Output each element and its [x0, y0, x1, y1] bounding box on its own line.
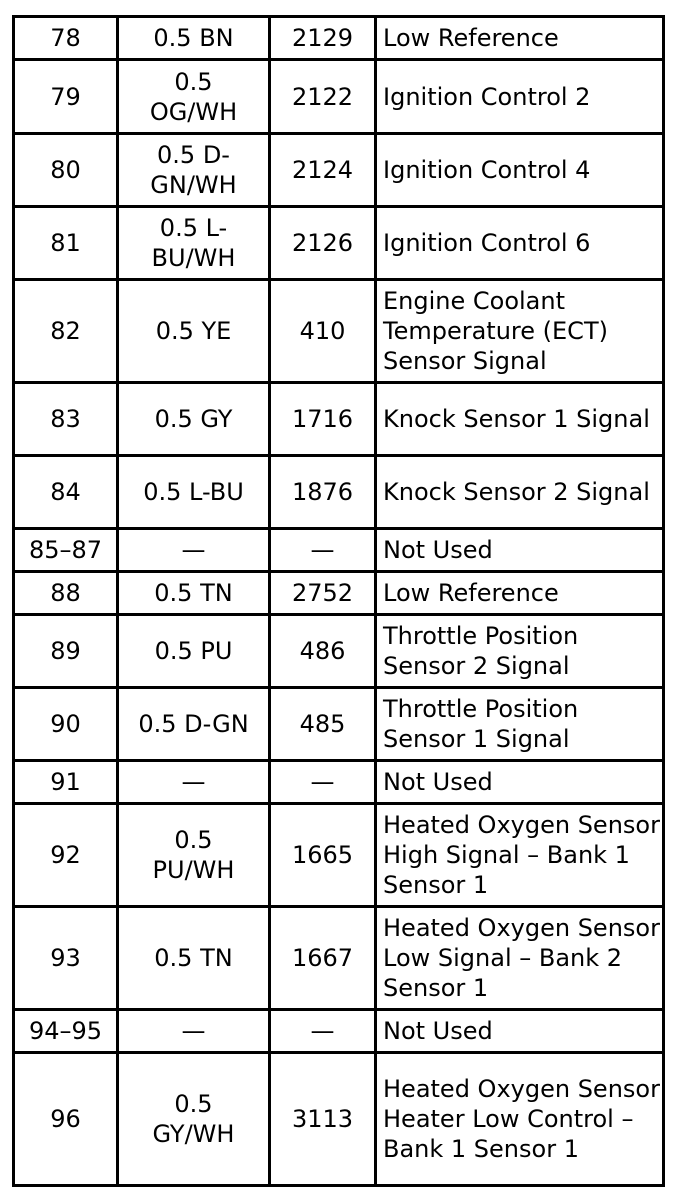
wire-cell: 0.5 TN	[118, 907, 270, 1010]
pin-cell: 93	[14, 907, 118, 1010]
pin-cell: 94–95	[14, 1010, 118, 1053]
function-cell: Not Used	[376, 761, 664, 804]
function-cell: Low Reference	[376, 17, 664, 60]
wire-cell: —	[118, 529, 270, 572]
function-cell: Not Used	[376, 529, 664, 572]
table-row	[14, 134, 664, 207]
wire-cell: 0.5 OG/WH	[118, 60, 270, 134]
circuit-cell: —	[270, 529, 376, 572]
function-cell: Ignition Control 2	[376, 60, 664, 134]
wire-cell: 0.5 GY/WH	[118, 1053, 270, 1186]
wire-cell: 0.5 D-GN/WH	[118, 134, 270, 207]
circuit-cell: 486	[270, 615, 376, 688]
wire-cell: 0.5 D-GN	[118, 688, 270, 761]
table-row	[14, 907, 664, 1010]
circuit-cell: 2126	[270, 207, 376, 280]
pin-cell: 81	[14, 207, 118, 280]
pin-cell: 92	[14, 804, 118, 907]
table-row	[14, 17, 664, 60]
wire-cell: 0.5 L-BU	[118, 456, 270, 529]
circuit-cell: 485	[270, 688, 376, 761]
table-row	[14, 761, 664, 804]
pin-cell: 89	[14, 615, 118, 688]
table-row	[14, 1010, 664, 1053]
pin-cell: 90	[14, 688, 118, 761]
table-row	[14, 383, 664, 456]
table-row	[14, 280, 664, 383]
circuit-cell: 2129	[270, 17, 376, 60]
connector-pinout-table	[12, 15, 665, 1187]
pin-cell: 85–87	[14, 529, 118, 572]
function-cell: Heated Oxygen Sensor Heater Low Control – Bank 1 Sensor 1	[376, 1053, 664, 1186]
table-row	[14, 572, 664, 615]
function-cell: Low Reference	[376, 572, 664, 615]
wire-cell: 0.5 YE	[118, 280, 270, 383]
circuit-cell: 3113	[270, 1053, 376, 1186]
pin-cell: 91	[14, 761, 118, 804]
circuit-cell: 2752	[270, 572, 376, 615]
table-row	[14, 529, 664, 572]
wire-cell: —	[118, 1010, 270, 1053]
function-cell: Knock Sensor 1 Signal	[376, 383, 664, 456]
function-cell: Knock Sensor 2 Signal	[376, 456, 664, 529]
table-row	[14, 60, 664, 134]
table-row	[14, 688, 664, 761]
function-cell: Ignition Control 4	[376, 134, 664, 207]
function-cell: Heated Oxygen Sensor Low Signal – Bank 2 Sensor 1	[376, 907, 664, 1010]
function-cell: Engine Coolant Temperature (ECT) Sensor Signal	[376, 280, 664, 383]
circuit-cell: 1716	[270, 383, 376, 456]
circuit-cell: 2124	[270, 134, 376, 207]
pin-cell: 80	[14, 134, 118, 207]
function-cell: Throttle Position Sensor 2 Signal	[376, 615, 664, 688]
wire-cell: 0.5 BN	[118, 17, 270, 60]
function-cell: Not Used	[376, 1010, 664, 1053]
function-cell: Heated Oxygen Sensor High Signal – Bank 1 Sensor 1	[376, 804, 664, 907]
wire-cell: 0.5 L-BU/WH	[118, 207, 270, 280]
circuit-cell: 1665	[270, 804, 376, 907]
wire-cell: 0.5 PU/WH	[118, 804, 270, 907]
pin-cell: 82	[14, 280, 118, 383]
pin-cell: 96	[14, 1053, 118, 1186]
circuit-cell: 1667	[270, 907, 376, 1010]
pin-cell: 83	[14, 383, 118, 456]
table-row	[14, 207, 664, 280]
function-cell: Ignition Control 6	[376, 207, 664, 280]
circuit-cell: 2122	[270, 60, 376, 134]
circuit-cell: 410	[270, 280, 376, 383]
wire-cell: —	[118, 761, 270, 804]
wire-cell: 0.5 GY	[118, 383, 270, 456]
function-cell: Throttle Position Sensor 1 Signal	[376, 688, 664, 761]
wire-cell: 0.5 TN	[118, 572, 270, 615]
pin-cell: 84	[14, 456, 118, 529]
table-row	[14, 804, 664, 907]
pin-cell: 78	[14, 17, 118, 60]
pin-cell: 79	[14, 60, 118, 134]
table-row	[14, 456, 664, 529]
table-row	[14, 615, 664, 688]
wire-cell: 0.5 PU	[118, 615, 270, 688]
table-row	[14, 1053, 664, 1186]
circuit-cell: —	[270, 1010, 376, 1053]
pin-cell: 88	[14, 572, 118, 615]
circuit-cell: 1876	[270, 456, 376, 529]
circuit-cell: —	[270, 761, 376, 804]
